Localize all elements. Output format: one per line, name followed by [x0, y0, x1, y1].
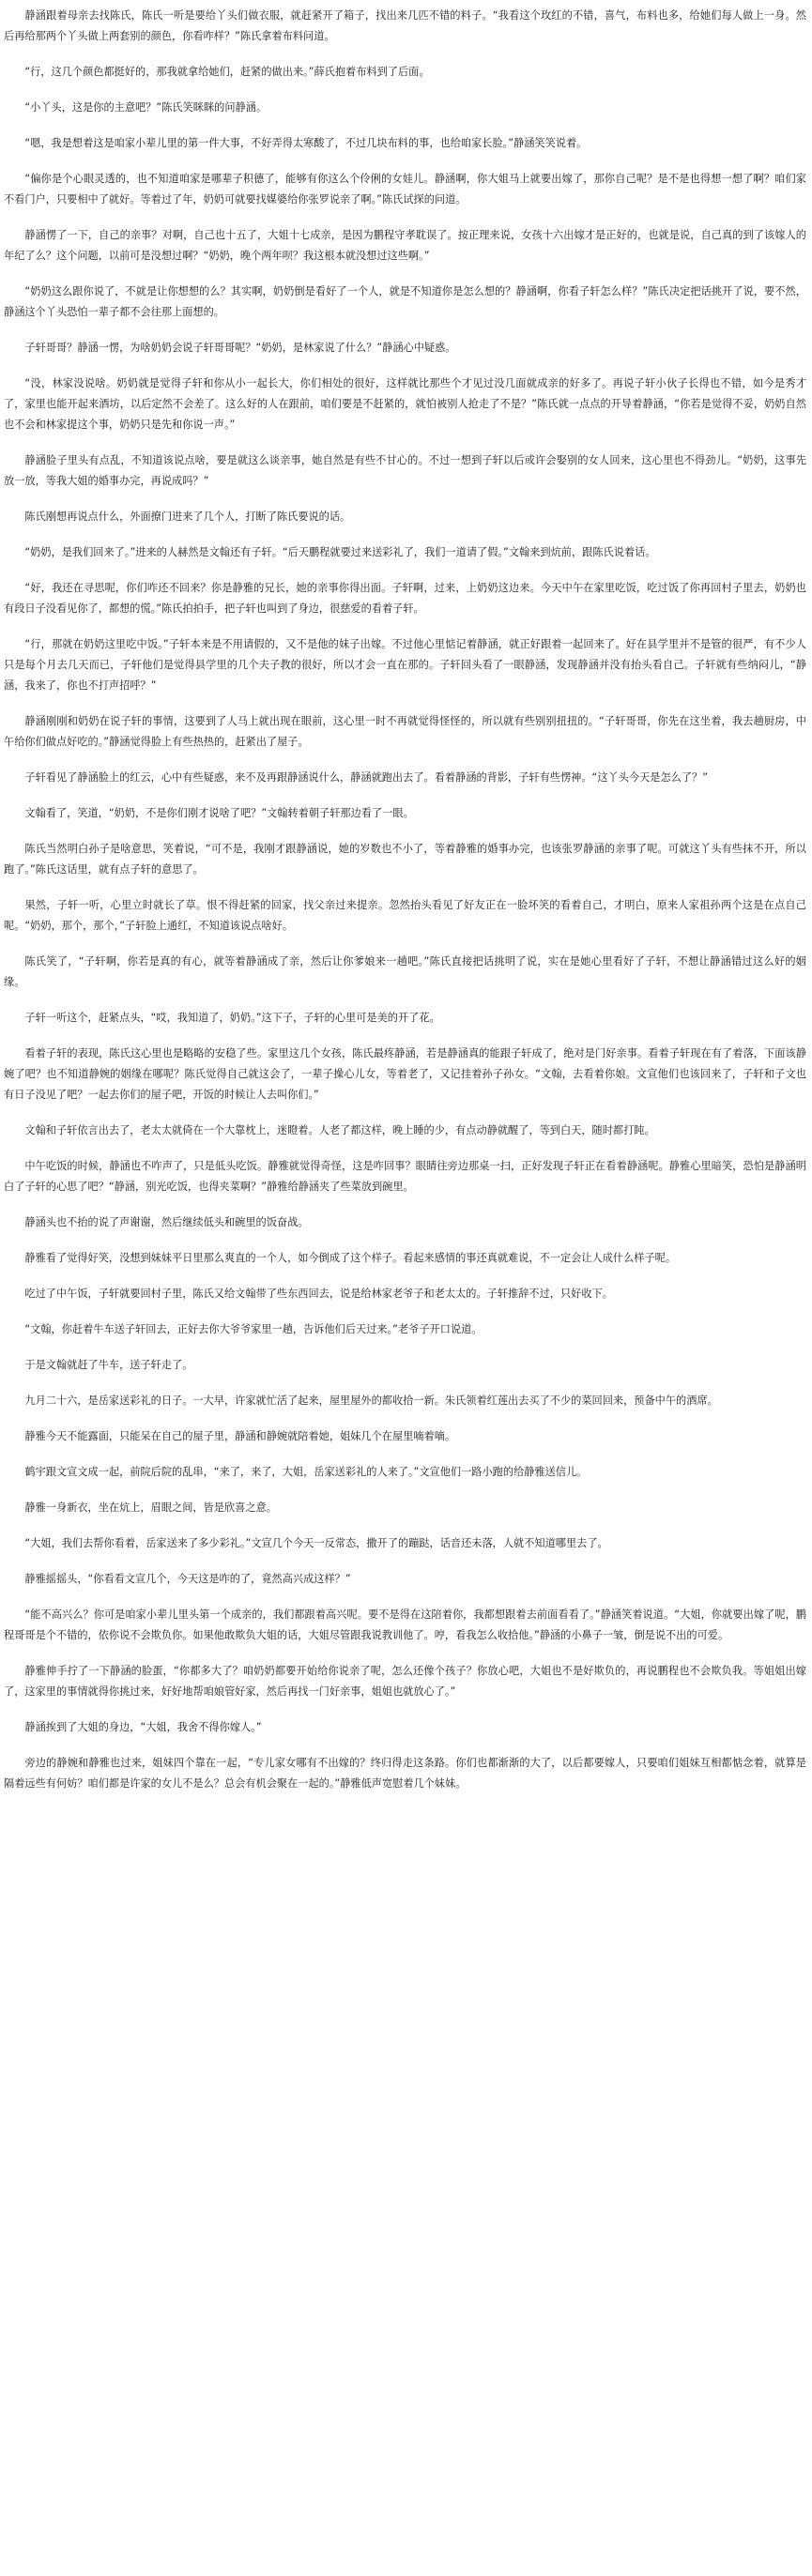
paragraph: 于是文翰就赶了牛车，送子轩走了。	[24, 1359, 193, 1371]
paragraph: “小丫头，这是你的主意吧？”陈氏笑眯眯的问静涵。	[24, 101, 268, 114]
paragraph: 静雅伸手拧了一下静涵的脸蛋，“你都多大了？咱奶奶都要开始给你说亲了呢，怎么还像个孩子？你放心吧，大姐也不是好欺负的，再说鹏程也不会欺负我。等姐姐出嫁了，这家里的事情就得你挑过来，好好地帮咱娘管好家，然后再找一门好亲事，姐姐也就放心了。”	[4, 1665, 806, 1698]
paragraph: 静雅一身新衣，坐在炕上，眉眼之间，皆是欣喜之意。	[24, 1501, 277, 1514]
paragraph: 静雅摇摇头，“你看看文宣几个，今天这是咋的了，竟然高兴成这样？”	[24, 1573, 351, 1585]
paragraph: 旁边的静婉和静雅也过来，姐妹四个靠在一起，“专儿家女哪有不出嫁的？终归得走这条路。你们也都渐渐的大了，以后都要嫁人，只要咱们姐妹互相都惦念着，就算是隔着远些有何妨？咱们都是许家的女儿不是么？总会有机会聚在一起的。”静雅低声宽慰着几个妹妹。	[4, 1757, 806, 1790]
paragraph: 鹤宇跟文宣文成一起，前院后院的乱串，“来了，来了，大姐，岳家送彩礼的人来了。”文宣他们一路小跑的给静雅送信儿。	[24, 1466, 588, 1478]
paragraph: 静雅看了觉得好笑，没想到妹妹平日里那么爽直的一个人，如今倒成了这个样子。看起来感情的事还真就难说，不一定会让人成什么样子呢。	[24, 1252, 677, 1264]
paragraph: 文翰看了，笑道，“奶奶，不是你们刚才说啥了吧？”文翰转着朝子轩那边看了一眼。	[24, 807, 414, 819]
paragraph: 子轩哥哥？静涵一愣，为啥奶奶会说子轩哥哥呢？“奶奶，是林家说了什么？”静涵心中疑惑。	[24, 342, 456, 354]
paragraph: 静雅今天不能露面，只能呆在自己的屋子里，静涵和静婉就陪着她，姐妹几个在屋里嘀着嘀。	[24, 1430, 456, 1442]
paragraph: 静涵挨到了大姐的身边，“大姐，我舍不得你嫁人。”	[24, 1721, 262, 1733]
paragraph: “好，我还在寻思呢，你们咋还不回来？你是静雅的兄长，她的亲事你得出面。子轩啊，过来，上奶奶这边来。今天中午在家里吃饭，吃过饭了你再回村子里去，奶奶也有段日子没看见你了，都想的慌。”陈氏拍拍手，把子轩也叫到了身边，很慈爱的看着子轩。	[4, 582, 806, 615]
paragraph: 静涵脸子里头有点乱，不知道该说点啥，要是就这么谈亲事，她自然是有些不甘心的。不过一想到子轩以后或许会娶别的女人回来，这心里也不得劲儿。“奶奶，这事先放一放，等我大姐的婚事办完，再说成吗？”	[4, 454, 806, 487]
paragraph: 静涵跟着母亲去找陈氏，陈氏一听是要给丫头们做衣服，就赶紧开了箱子，找出来几匹不错的料子。“我看这个玫红的不错，喜气，布料也多，给她们每人做上一身。然后再给那两个丫头做上两套别的颜色，你看咋样？”陈氏拿着布料问道。	[4, 9, 806, 42]
paragraph: “奶奶这么跟你说了，不就是让你想想的么？其实啊，奶奶倒是看好了一个人，就是不知道你是怎么想的？静涵啊，你看子轩怎么样？”陈氏决定把话挑开了说，要不然，静涵这个丫头恐怕一辈子都不会往那上面想的。	[4, 285, 806, 318]
paragraph: “没，林家没说啥。奶奶就是觉得子轩和你从小一起长大，你们相处的很好，这样就比那些个才见过没几面就成亲的好多了。再说子轩小伙子长得也不错，如今是秀才了，家里也能开起来酒坊，以后定然不会差了。这么好的人在跟前，咱们要是不赶紧的，就怕被别人抢走了不是？”陈氏就一点点的开导着静涵，“你若是觉得不妥，奶奶自然也不会和林家提这个事，奶奶只是先和你说一声。”	[4, 377, 806, 431]
paragraph: “行，这几个颜色都挺好的，那我就拿给她们，赶紧的做出来。”薛氏抱着布料到了后面。	[24, 66, 430, 78]
paragraph: 看着子轩的表现，陈氏这心里也是略略的安稳了些。家里这几个女孩，陈氏最疼静涵，若是静涵真的能跟子轩成了，绝对是门好亲事。看着子轩现在有了着落，下面该静婉了吧？也不知道静婉的姻缘在哪呢？陈氏觉得自己就这会了，一辈子操心儿女，等着老了，又记挂着孙子孙女。“文翰，去看着你娘。文宣他们也该回来了，子轩和子文也有日子没见了吧？一起去你们的屋子吧，开饭的时候让人去叫你们。”	[4, 1047, 806, 1101]
paragraph: 文翰和子轩依言出去了，老太太就倚在一个大靠枕上，迷瞪着。人老了都这样，晚上睡的少，有点动静就醒了，等到白天，随时都打盹。	[24, 1124, 655, 1136]
paragraph: “嗯，我是想着这是咱家小辈儿里的第一件大事，不好弄得太寒酸了，不过几块布料的事，也给咱家长脸。”静涵笑笑说着。	[24, 137, 588, 149]
paragraph: “行，那就在奶奶这里吃中饭。”子轩本来是不用请假的，又不是他的妹子出嫁。不过他心里惦记着静涵，就正好跟着一起回来了。好在县学里并不是管的很严，有不少人只是每个月去几天而已，子轩他们是觉得县学里的几个夫子教的很好，所以才会一直在那的。子轩回头看了一眼静涵，发现静涵并没有抬头看自己。子轩就有些纳闷儿，“静涵，我来了，你也不打声招呼？”	[4, 638, 806, 692]
paragraph: 子轩一听这个，赶紧点头，“哎，我知道了，奶奶。”这下子，子轩的心里可是美的开了花。	[24, 1012, 440, 1024]
paragraph: “奶奶，是我们回来了。”进来的人赫然是文翰还有子轩。“后天鹏程就要过来送彩礼了，我们一道请了假。”文翰来到炕前，跟陈氏说着话。	[24, 546, 656, 558]
paragraph: 吃过了中午饭，子轩就要回村子里，陈氏又给文翰带了些东西回去，说是给林家老爷子和老太太的。子轩推辞不过，只好收下。	[24, 1288, 613, 1300]
paragraph: 中午吃饭的时候，静涵也不咋声了，只是低头吃饭。静雅就觉得奇怪，这是咋回事？眼睛往旁边那桌一扫，正好发现子轩正在看着静涵呢。静雅心里暗笑，恐怕是静涵明白了子轩的心思了吧？“静涵，别光吃饭，也得夹菜啊？”静雅给静涵夹了些菜放到碗里。	[4, 1160, 806, 1193]
paragraph: 子轩看见了静涵脸上的红云，心中有些疑惑，来不及再跟静涵说什么，静涵就跑出去了。看着静涵的背影，子轩有些愣神。“这丫头今天是怎么了？”	[24, 771, 708, 784]
paragraph: 陈氏当然明白孙子是啥意思，笑着说，“可不是，我刚才跟静涵说，她的岁数也不小了，等着静雅的婚事办完，也该张罗静涵的亲事了呢。可就这丫头有些抹不开，所以跑了。”陈氏这话里，就有点子轩的意思了。	[4, 843, 806, 876]
paragraph: 静涵愣了一下，自己的亲事？对啊，自己也十五了，大姐十七成亲，是因为鹏程守孝耽误了。按正理来说，女孩十六出嫁才是正好的，也就是说，自己真的到了该嫁人的年纪了么？这个问题，以前可是没想过啊？“奶奶，晚个两年呗？我这根本就没想过这些啊。”	[4, 229, 806, 262]
paragraph: 静涵刚刚和奶奶在说子轩的事情，这要到了人马上就出现在眼前，这心里一时不再就觉得怪怪的，所以就有些别别扭扭的。“子轩哥哥，你先在这坐着，我去趟厨房，中午给你们做点好吃的。”静涵觉得脸上有些热热的，赶紧出了屋子。	[4, 715, 806, 748]
paragraph: “大姐，我们去帮你看着，岳家送来了多少彩礼。”文宣几个今天一反常态，撒开了的蹦跶，话音还未落，人就不知道哪里去了。	[24, 1537, 608, 1549]
paragraph: 陈氏笑了，“子轩啊，你若是真的有心，就等着静涵成了亲，然后让你爹娘来一趟吧。”陈氏直接把话挑明了说，实在是她心里看好了子轩，不想让静涵错过这么好的姻缘。	[4, 955, 806, 988]
paragraph: 静涵头也不抬的说了声谢谢，然后继续低头和碗里的饭奋战。	[24, 1216, 309, 1228]
paragraph: “能不高兴么？你可是咱家小辈儿里头第一个成亲的，我们都跟着高兴呢。要不是得在这陪着你，我都想跟着去前面看看了。”静涵笑着说道。“大姐，你就要出嫁了呢，鹏程哥哥是个不错的，依你说不会欺负你。如果他敢欺负大姐的话，大姐尽管跟我说教训他了。哼，看我怎么收拾他。”静涵的小鼻子一皱，倒是说不出的可爱。	[4, 1608, 806, 1641]
paragraph: 陈氏刚想再说点什么，外面撩门进来了几个人，打断了陈氏要说的话。	[24, 511, 351, 523]
paragraph: “偏你是个心眼灵透的，也不知道咱家是哪辈子积德了，能够有你这么个伶俐的女娃儿。静涵啊，你大姐马上就要出嫁了，那你自己呢？是不是也得想一想了啊？咱们家不看门户，只要相中了就好。等着过了年，奶奶可就要找媒婆给你张罗说亲了啊。”陈氏试探的问道。	[4, 173, 806, 206]
paragraph: 九月二十六，是岳家送彩礼的日子。一大早，许家就忙活了起来，屋里屋外的都收拾一新。朱氏领着红莲出去买了不少的菜回回来，预备中午的酒席。	[24, 1395, 718, 1407]
paragraph: 果然，子轩一听，心里立时就长了草。恨不得赶紧的回家，找父亲过来提亲。忽然抬头看见了好友正在一脸坏笑的看着自己，才明白，原来人家祖孙两个这是在点自己呢。“奶奶，那个，那个，”子轩脸上通红，不知道该说点啥好。	[4, 899, 806, 932]
paragraph: “文翰，你赶着牛车送子轩回去，正好去你大爷爷家里一趟，告诉他们后天过来。”老爷子开口说道。	[24, 1323, 483, 1335]
